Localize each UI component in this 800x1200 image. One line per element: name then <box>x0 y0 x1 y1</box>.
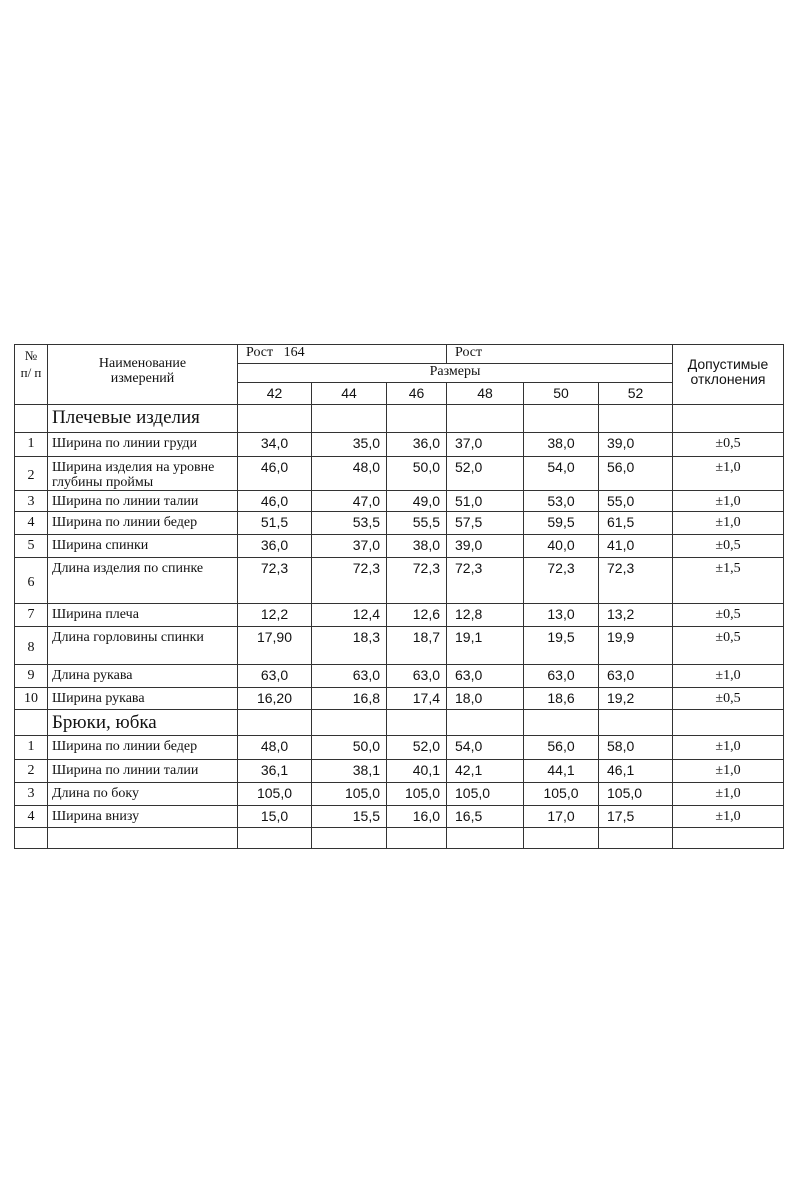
value-size-52: 63,0 <box>599 665 673 688</box>
size-header-42: 42 <box>238 383 312 405</box>
section-header-row <box>15 405 784 433</box>
header-sizes: Размеры <box>238 364 673 383</box>
value-size-48: 105,0 <box>447 783 524 806</box>
value-size-44: 12,4 <box>312 604 387 627</box>
value-size-50: 105,0 <box>524 783 599 806</box>
measurement-name: Ширина внизу <box>48 806 238 828</box>
empty-cell <box>15 828 48 849</box>
row-number: 9 <box>15 665 48 688</box>
header-rost: Рост <box>447 345 673 364</box>
row-number: 10 <box>15 688 48 710</box>
value-size-44: 105,0 <box>312 783 387 806</box>
row-number: 1 <box>15 433 48 457</box>
value-size-42: 16,20 <box>238 688 312 710</box>
value-size-46: 63,0 <box>387 665 447 688</box>
measurement-name: Ширина по линии талии <box>48 491 238 512</box>
tolerance-value: ±1,0 <box>673 736 784 760</box>
empty-cell <box>673 710 784 736</box>
empty-cell <box>524 828 599 849</box>
empty-cell <box>238 405 312 433</box>
value-size-50: 40,0 <box>524 535 599 558</box>
empty-cell <box>387 828 447 849</box>
empty-cell <box>599 710 673 736</box>
empty-cell <box>48 828 238 849</box>
value-size-46: 17,4 <box>387 688 447 710</box>
row-number: 8 <box>15 627 48 665</box>
empty-cell <box>447 828 524 849</box>
empty-cell <box>599 405 673 433</box>
value-size-52: 41,0 <box>599 535 673 558</box>
row-number: 1 <box>15 736 48 760</box>
tolerance-value: ±0,5 <box>673 433 784 457</box>
header-row-1 <box>15 345 784 364</box>
value-size-46: 16,0 <box>387 806 447 828</box>
value-size-42: 36,0 <box>238 535 312 558</box>
empty-cell <box>312 405 387 433</box>
table-row <box>15 558 784 604</box>
empty-cell <box>447 405 524 433</box>
measurement-name: Ширина по линии бедер <box>48 512 238 535</box>
tolerance-value: ±0,5 <box>673 604 784 627</box>
value-size-46: 72,3 <box>387 558 447 604</box>
value-size-44: 63,0 <box>312 665 387 688</box>
tolerance-value: ±1,0 <box>673 665 784 688</box>
value-size-46: 105,0 <box>387 783 447 806</box>
table-row <box>15 760 784 783</box>
value-size-42: 15,0 <box>238 806 312 828</box>
value-size-48: 72,3 <box>447 558 524 604</box>
measurement-name: Длина изделия по спинке <box>48 558 238 604</box>
size-chart-table <box>14 344 784 849</box>
value-size-52: 46,1 <box>599 760 673 783</box>
empty-cell <box>312 710 387 736</box>
value-size-50: 53,0 <box>524 491 599 512</box>
empty-cell <box>673 828 784 849</box>
value-size-48: 54,0 <box>447 736 524 760</box>
value-size-42: 72,3 <box>238 558 312 604</box>
empty-cell <box>673 405 784 433</box>
row-number: 3 <box>15 491 48 512</box>
row-number: 3 <box>15 783 48 806</box>
value-size-44: 35,0 <box>312 433 387 457</box>
value-size-46: 55,5 <box>387 512 447 535</box>
value-size-50: 38,0 <box>524 433 599 457</box>
value-size-52: 13,2 <box>599 604 673 627</box>
tolerance-value: ±1,5 <box>673 558 784 604</box>
value-size-42: 46,0 <box>238 491 312 512</box>
size-header-50: 50 <box>524 383 599 405</box>
value-size-42: 63,0 <box>238 665 312 688</box>
value-size-50: 63,0 <box>524 665 599 688</box>
tolerance-value: ±0,5 <box>673 627 784 665</box>
section-header-row <box>15 710 784 736</box>
empty-cell <box>599 828 673 849</box>
tolerance-value: ±1,0 <box>673 760 784 783</box>
row-number: 5 <box>15 535 48 558</box>
value-size-46: 36,0 <box>387 433 447 457</box>
tolerance-value: ±1,0 <box>673 457 784 491</box>
value-size-48: 57,5 <box>447 512 524 535</box>
value-size-44: 53,5 <box>312 512 387 535</box>
empty-cell <box>238 828 312 849</box>
value-size-50: 13,0 <box>524 604 599 627</box>
empty-cell <box>524 710 599 736</box>
value-size-42: 12,2 <box>238 604 312 627</box>
value-size-46: 52,0 <box>387 736 447 760</box>
value-size-50: 17,0 <box>524 806 599 828</box>
value-size-48: 37,0 <box>447 433 524 457</box>
value-size-50: 54,0 <box>524 457 599 491</box>
value-size-52: 19,2 <box>599 688 673 710</box>
value-size-42: 51,5 <box>238 512 312 535</box>
size-header-46: 46 <box>387 383 447 405</box>
value-size-42: 36,1 <box>238 760 312 783</box>
measurement-name: Длина по боку <box>48 783 238 806</box>
value-size-50: 18,6 <box>524 688 599 710</box>
value-size-52: 17,5 <box>599 806 673 828</box>
value-size-44: 16,8 <box>312 688 387 710</box>
measurement-name: Длина рукава <box>48 665 238 688</box>
value-size-42: 105,0 <box>238 783 312 806</box>
row-number: 7 <box>15 604 48 627</box>
value-size-52: 55,0 <box>599 491 673 512</box>
table-row <box>15 783 784 806</box>
tolerance-value: ±1,0 <box>673 783 784 806</box>
header-name: Наименование измерений <box>48 345 238 405</box>
empty-cell <box>15 405 48 433</box>
table-row <box>15 806 784 828</box>
value-size-50: 72,3 <box>524 558 599 604</box>
empty-cell <box>15 710 48 736</box>
row-number: 4 <box>15 806 48 828</box>
value-size-46: 18,7 <box>387 627 447 665</box>
value-size-48: 39,0 <box>447 535 524 558</box>
value-size-44: 37,0 <box>312 535 387 558</box>
table-row <box>15 665 784 688</box>
value-size-42: 34,0 <box>238 433 312 457</box>
value-size-48: 51,0 <box>447 491 524 512</box>
table-row <box>15 491 784 512</box>
size-header-48: 48 <box>447 383 524 405</box>
empty-cell <box>387 710 447 736</box>
value-size-52: 72,3 <box>599 558 673 604</box>
header-num: № п/ п <box>15 345 48 405</box>
empty-cell <box>447 710 524 736</box>
value-size-52: 19,9 <box>599 627 673 665</box>
tolerance-value: ±1,0 <box>673 806 784 828</box>
value-size-48: 16,5 <box>447 806 524 828</box>
empty-cell <box>524 405 599 433</box>
value-size-48: 18,0 <box>447 688 524 710</box>
value-size-44: 15,5 <box>312 806 387 828</box>
measurement-name: Ширина рукава <box>48 688 238 710</box>
value-size-46: 12,6 <box>387 604 447 627</box>
value-size-48: 12,8 <box>447 604 524 627</box>
value-size-44: 47,0 <box>312 491 387 512</box>
measurement-name: Ширина плеча <box>48 604 238 627</box>
size-header-52: 52 <box>599 383 673 405</box>
value-size-52: 61,5 <box>599 512 673 535</box>
section-title: Брюки, юбка <box>48 710 238 736</box>
table-row <box>15 627 784 665</box>
value-size-42: 17,90 <box>238 627 312 665</box>
value-size-44: 18,3 <box>312 627 387 665</box>
value-size-48: 42,1 <box>447 760 524 783</box>
value-size-42: 48,0 <box>238 736 312 760</box>
table-row <box>15 512 784 535</box>
value-size-48: 19,1 <box>447 627 524 665</box>
value-size-52: 105,0 <box>599 783 673 806</box>
empty-cell <box>387 405 447 433</box>
empty-row <box>15 828 784 849</box>
measurement-name: Длина горловины спинки <box>48 627 238 665</box>
table-row <box>15 457 784 491</box>
tolerance-value: ±1,0 <box>673 491 784 512</box>
row-number: 2 <box>15 760 48 783</box>
table-row <box>15 433 784 457</box>
measurement-name: Ширина по линии талии <box>48 760 238 783</box>
value-size-46: 40,1 <box>387 760 447 783</box>
empty-cell <box>312 828 387 849</box>
value-size-44: 50,0 <box>312 736 387 760</box>
value-size-50: 44,1 <box>524 760 599 783</box>
value-size-50: 59,5 <box>524 512 599 535</box>
value-size-46: 38,0 <box>387 535 447 558</box>
value-size-44: 72,3 <box>312 558 387 604</box>
value-size-52: 58,0 <box>599 736 673 760</box>
value-size-50: 56,0 <box>524 736 599 760</box>
header-rost-164: Рост 164 <box>238 345 447 364</box>
empty-cell <box>238 710 312 736</box>
size-header-44: 44 <box>312 383 387 405</box>
table-row <box>15 604 784 627</box>
tolerance-value: ±0,5 <box>673 688 784 710</box>
header-tolerance: Допустимые отклонения <box>673 345 784 405</box>
value-size-48: 63,0 <box>447 665 524 688</box>
value-size-44: 48,0 <box>312 457 387 491</box>
value-size-42: 46,0 <box>238 457 312 491</box>
row-number: 2 <box>15 457 48 491</box>
value-size-44: 38,1 <box>312 760 387 783</box>
measurement-name: Ширина по линии бедер <box>48 736 238 760</box>
section-title: Плечевые изделия <box>48 405 238 433</box>
value-size-52: 56,0 <box>599 457 673 491</box>
row-number: 4 <box>15 512 48 535</box>
tolerance-value: ±1,0 <box>673 512 784 535</box>
table-row <box>15 535 784 558</box>
measurement-name: Ширина по линии груди <box>48 433 238 457</box>
table-row <box>15 688 784 710</box>
value-size-50: 19,5 <box>524 627 599 665</box>
row-number: 6 <box>15 558 48 604</box>
value-size-46: 49,0 <box>387 491 447 512</box>
value-size-46: 50,0 <box>387 457 447 491</box>
value-size-52: 39,0 <box>599 433 673 457</box>
value-size-48: 52,0 <box>447 457 524 491</box>
tolerance-value: ±0,5 <box>673 535 784 558</box>
measurement-name: Ширина спинки <box>48 535 238 558</box>
table-row <box>15 736 784 760</box>
measurement-name: Ширина изделия на уровне глубины проймы <box>48 457 238 491</box>
